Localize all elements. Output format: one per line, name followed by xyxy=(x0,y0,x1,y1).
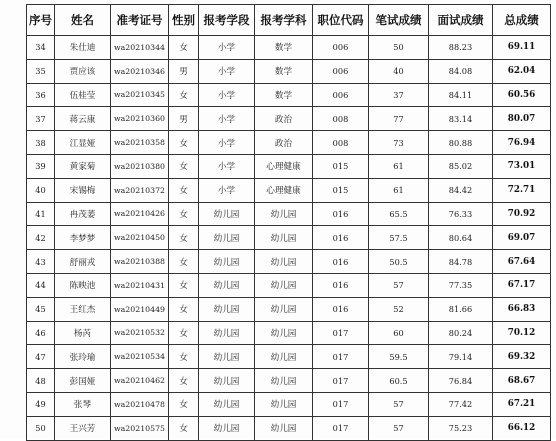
cell-total: 66.12 xyxy=(493,416,551,440)
score-table xyxy=(26,4,551,441)
cell-stage: 幼儿园 xyxy=(199,250,255,274)
cell-job-code: 017 xyxy=(313,416,369,440)
cell-index: 36 xyxy=(27,83,55,107)
cell-job-code: 017 xyxy=(313,321,369,345)
cell-name: 李梦梦 xyxy=(55,226,111,250)
cell-name: 贾应该 xyxy=(55,59,111,83)
cell-written: 37 xyxy=(369,83,429,107)
cell-interview: 84.08 xyxy=(429,59,493,83)
cell-subject: 幼儿园 xyxy=(255,416,313,440)
cell-job-code: 016 xyxy=(313,226,369,250)
cell-subject: 幼儿园 xyxy=(255,392,313,416)
cell-ticket: wa20210426 xyxy=(111,202,169,226)
cell-written: 61 xyxy=(369,154,429,178)
cell-subject: 政治 xyxy=(255,107,313,131)
header-written: 笔试成绩 xyxy=(369,5,429,36)
cell-interview: 84.78 xyxy=(429,250,493,274)
cell-gender: 女 xyxy=(169,297,199,321)
cell-index: 50 xyxy=(27,416,55,440)
table-body xyxy=(27,36,551,441)
cell-total: 60.56 xyxy=(493,83,551,107)
cell-stage: 幼儿园 xyxy=(199,416,255,440)
cell-ticket: wa20210575 xyxy=(111,416,169,440)
header-stage: 报考学段 xyxy=(199,5,255,36)
cell-ticket: wa20210344 xyxy=(111,36,169,60)
cell-interview: 84.11 xyxy=(429,83,493,107)
cell-ticket: wa20210380 xyxy=(111,154,169,178)
cell-index: 41 xyxy=(27,202,55,226)
cell-total: 66.83 xyxy=(493,297,551,321)
header-index: 序号 xyxy=(27,5,55,36)
cell-stage: 小学 xyxy=(199,83,255,107)
cell-job-code: 015 xyxy=(313,154,369,178)
cell-total: 68.67 xyxy=(493,369,551,393)
cell-subject: 幼儿园 xyxy=(255,369,313,393)
cell-written: 57 xyxy=(369,273,429,297)
cell-name: 王兴芳 xyxy=(55,416,111,440)
cell-written: 57 xyxy=(369,392,429,416)
cell-stage: 幼儿园 xyxy=(199,392,255,416)
table-row xyxy=(27,36,551,60)
cell-written: 50 xyxy=(369,36,429,60)
cell-ticket: wa20210478 xyxy=(111,392,169,416)
cell-written: 65.5 xyxy=(369,202,429,226)
cell-stage: 小学 xyxy=(199,36,255,60)
cell-name: 朱仕迪 xyxy=(55,36,111,60)
cell-interview: 83.14 xyxy=(429,107,493,131)
cell-job-code: 006 xyxy=(313,83,369,107)
table-row xyxy=(27,345,551,369)
cell-interview: 77.42 xyxy=(429,392,493,416)
cell-ticket: wa20210532 xyxy=(111,321,169,345)
cell-interview: 79.14 xyxy=(429,345,493,369)
cell-total: 70.92 xyxy=(493,202,551,226)
cell-interview: 85.02 xyxy=(429,154,493,178)
cell-ticket: wa20210450 xyxy=(111,226,169,250)
cell-written: 61 xyxy=(369,178,429,202)
cell-job-code: 006 xyxy=(313,36,369,60)
cell-stage: 幼儿园 xyxy=(199,345,255,369)
cell-name: 黄家菊 xyxy=(55,154,111,178)
cell-name: 舒丽戎 xyxy=(55,250,111,274)
cell-interview: 81.66 xyxy=(429,297,493,321)
header-name: 姓名 xyxy=(55,5,111,36)
header-job-code: 职位代码 xyxy=(313,5,369,36)
cell-gender: 男 xyxy=(169,107,199,131)
cell-ticket: wa20210345 xyxy=(111,83,169,107)
cell-name: 江显娅 xyxy=(55,131,111,155)
cell-total: 76.94 xyxy=(493,131,551,155)
header-row xyxy=(27,5,551,36)
cell-index: 45 xyxy=(27,297,55,321)
cell-written: 59.5 xyxy=(369,345,429,369)
cell-interview: 77.35 xyxy=(429,273,493,297)
cell-gender: 女 xyxy=(169,392,199,416)
cell-stage: 小学 xyxy=(199,131,255,155)
cell-ticket: wa20210360 xyxy=(111,107,169,131)
cell-interview: 76.33 xyxy=(429,202,493,226)
cell-total: 67.17 xyxy=(493,273,551,297)
cell-ticket: wa20210534 xyxy=(111,345,169,369)
cell-stage: 幼儿园 xyxy=(199,226,255,250)
cell-total: 69.32 xyxy=(493,345,551,369)
cell-gender: 女 xyxy=(169,250,199,274)
table-row xyxy=(27,226,551,250)
cell-stage: 幼儿园 xyxy=(199,202,255,226)
cell-job-code: 016 xyxy=(313,273,369,297)
cell-subject: 心理健康 xyxy=(255,154,313,178)
cell-name: 张玲瑜 xyxy=(55,345,111,369)
cell-interview: 80.64 xyxy=(429,226,493,250)
table-row xyxy=(27,369,551,393)
cell-total: 62.04 xyxy=(493,59,551,83)
cell-subject: 幼儿园 xyxy=(255,226,313,250)
cell-interview: 80.24 xyxy=(429,321,493,345)
header-interview: 面试成绩 xyxy=(429,5,493,36)
cell-stage: 幼儿园 xyxy=(199,321,255,345)
cell-written: 77 xyxy=(369,107,429,131)
cell-subject: 幼儿园 xyxy=(255,273,313,297)
cell-name: 冉茂萎 xyxy=(55,202,111,226)
cell-subject: 数学 xyxy=(255,59,313,83)
cell-stage: 幼儿园 xyxy=(199,297,255,321)
table-row xyxy=(27,131,551,155)
cell-index: 37 xyxy=(27,107,55,131)
cell-index: 38 xyxy=(27,131,55,155)
cell-total: 70.12 xyxy=(493,321,551,345)
cell-ticket: wa20210372 xyxy=(111,178,169,202)
cell-job-code: 016 xyxy=(313,250,369,274)
cell-written: 60 xyxy=(369,321,429,345)
cell-ticket: wa20210388 xyxy=(111,250,169,274)
cell-total: 67.64 xyxy=(493,250,551,274)
cell-ticket: wa20210449 xyxy=(111,297,169,321)
cell-index: 39 xyxy=(27,154,55,178)
cell-gender: 女 xyxy=(169,273,199,297)
cell-interview: 84.42 xyxy=(429,178,493,202)
cell-gender: 女 xyxy=(169,36,199,60)
cell-ticket: wa20210462 xyxy=(111,369,169,393)
cell-gender: 女 xyxy=(169,226,199,250)
cell-index: 43 xyxy=(27,250,55,274)
header-ticket: 准考证号 xyxy=(111,5,169,36)
cell-stage: 小学 xyxy=(199,178,255,202)
cell-job-code: 017 xyxy=(313,345,369,369)
cell-interview: 80.88 xyxy=(429,131,493,155)
cell-index: 40 xyxy=(27,178,55,202)
cell-written: 52 xyxy=(369,297,429,321)
cell-gender: 女 xyxy=(169,178,199,202)
cell-subject: 数学 xyxy=(255,83,313,107)
cell-job-code: 006 xyxy=(313,59,369,83)
cell-index: 44 xyxy=(27,273,55,297)
cell-stage: 幼儿园 xyxy=(199,273,255,297)
cell-total: 69.07 xyxy=(493,226,551,250)
table-row xyxy=(27,416,551,440)
cell-written: 73 xyxy=(369,131,429,155)
cell-job-code: 015 xyxy=(313,178,369,202)
cell-subject: 政治 xyxy=(255,131,313,155)
table-row xyxy=(27,59,551,83)
cell-gender: 女 xyxy=(169,345,199,369)
cell-name: 宋锡梅 xyxy=(55,178,111,202)
cell-written: 60.5 xyxy=(369,369,429,393)
cell-total: 72.71 xyxy=(493,178,551,202)
cell-index: 48 xyxy=(27,369,55,393)
table-row xyxy=(27,392,551,416)
cell-job-code: 008 xyxy=(313,131,369,155)
cell-total: 80.07 xyxy=(493,107,551,131)
cell-gender: 男 xyxy=(169,59,199,83)
cell-total: 73.01 xyxy=(493,154,551,178)
cell-written: 40 xyxy=(369,59,429,83)
cell-job-code: 017 xyxy=(313,369,369,393)
cell-gender: 女 xyxy=(169,131,199,155)
cell-index: 34 xyxy=(27,36,55,60)
cell-job-code: 017 xyxy=(313,392,369,416)
table-row xyxy=(27,107,551,131)
cell-interview: 75.23 xyxy=(429,416,493,440)
cell-stage: 小学 xyxy=(199,107,255,131)
cell-gender: 女 xyxy=(169,202,199,226)
cell-name: 伍桂莹 xyxy=(55,83,111,107)
table-row xyxy=(27,178,551,202)
cell-written: 57 xyxy=(369,416,429,440)
cell-interview: 88.23 xyxy=(429,36,493,60)
cell-gender: 女 xyxy=(169,154,199,178)
cell-subject: 数学 xyxy=(255,36,313,60)
cell-ticket: wa20210346 xyxy=(111,59,169,83)
cell-gender: 女 xyxy=(169,83,199,107)
cell-subject: 幼儿园 xyxy=(255,202,313,226)
table-row xyxy=(27,83,551,107)
cell-subject: 心理健康 xyxy=(255,178,313,202)
cell-index: 47 xyxy=(27,345,55,369)
cell-subject: 幼儿园 xyxy=(255,250,313,274)
cell-job-code: 008 xyxy=(313,107,369,131)
table-row xyxy=(27,273,551,297)
cell-gender: 女 xyxy=(169,321,199,345)
cell-written: 57.5 xyxy=(369,226,429,250)
cell-job-code: 016 xyxy=(313,297,369,321)
cell-name: 蒋云康 xyxy=(55,107,111,131)
cell-stage: 小学 xyxy=(199,154,255,178)
table-row xyxy=(27,154,551,178)
header-gender: 性别 xyxy=(169,5,199,36)
cell-index: 42 xyxy=(27,226,55,250)
table-row xyxy=(27,202,551,226)
cell-written: 50.5 xyxy=(369,250,429,274)
cell-stage: 幼儿园 xyxy=(199,369,255,393)
cell-name: 王红杰 xyxy=(55,297,111,321)
cell-stage: 小学 xyxy=(199,59,255,83)
header-total: 总成绩 xyxy=(493,5,551,36)
cell-interview: 76.84 xyxy=(429,369,493,393)
cell-job-code: 016 xyxy=(313,202,369,226)
cell-ticket: wa20210358 xyxy=(111,131,169,155)
cell-ticket: wa20210431 xyxy=(111,273,169,297)
cell-gender: 女 xyxy=(169,369,199,393)
table-row xyxy=(27,297,551,321)
table-row xyxy=(27,321,551,345)
cell-subject: 幼儿园 xyxy=(255,321,313,345)
cell-name: 张琴 xyxy=(55,392,111,416)
cell-total: 67.21 xyxy=(493,392,551,416)
cell-total: 69.11 xyxy=(493,36,551,60)
cell-index: 49 xyxy=(27,392,55,416)
cell-name: 彭国娅 xyxy=(55,369,111,393)
cell-subject: 幼儿园 xyxy=(255,297,313,321)
cell-name: 陈映池 xyxy=(55,273,111,297)
header-subject: 报考学科 xyxy=(255,5,313,36)
cell-subject: 幼儿园 xyxy=(255,345,313,369)
cell-index: 35 xyxy=(27,59,55,83)
table-row xyxy=(27,250,551,274)
cell-gender: 女 xyxy=(169,416,199,440)
cell-name: 杨芮 xyxy=(55,321,111,345)
cell-index: 46 xyxy=(27,321,55,345)
